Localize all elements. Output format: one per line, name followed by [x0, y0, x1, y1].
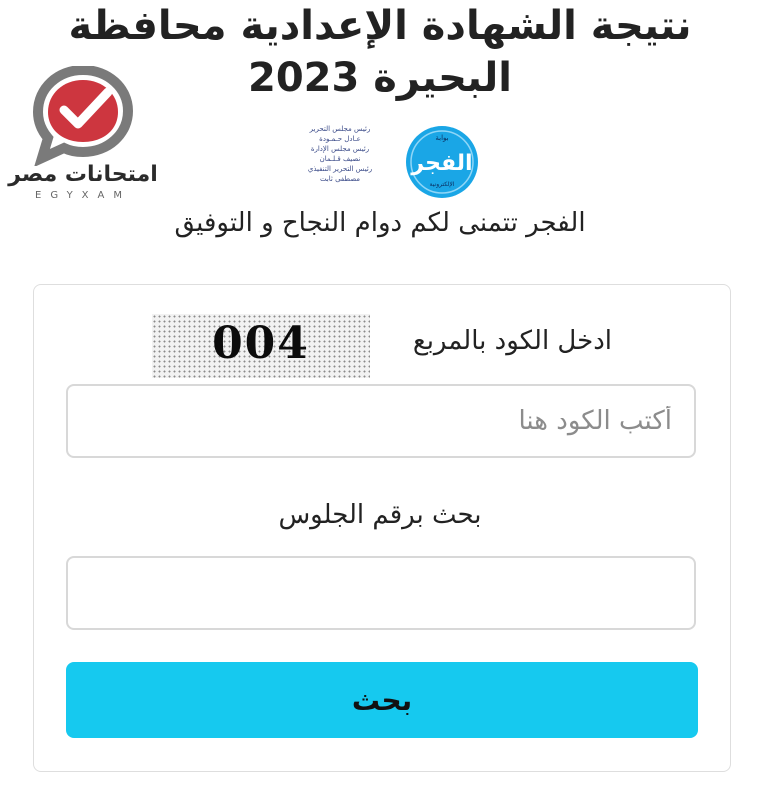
- alfagr-logo-icon: [404, 124, 480, 200]
- logo-main-text: الفجر: [411, 151, 473, 176]
- masthead-line: رئيس مجلس الإدارة: [310, 145, 370, 153]
- page-title-line1: نتيجة الشهادة الإعدادية محافظة: [68, 3, 692, 49]
- masthead-line: رئيس مجلس التحرير: [309, 125, 371, 133]
- masthead-line: نصيف قـلـمان: [319, 155, 361, 163]
- masthead-line: رئيس التحرير التنفيذي: [307, 165, 373, 173]
- tagline: الفجر تتمنى لكم دوام النجاح و التوفيق: [174, 208, 586, 238]
- search-button[interactable]: بحث: [66, 662, 698, 738]
- watermark-latin: EGYXAM: [35, 190, 131, 201]
- masthead-line: عـادل حـمـودة: [319, 135, 361, 143]
- captcha-row: [150, 314, 612, 378]
- masthead-credits: [298, 124, 382, 184]
- masthead-line: مصطفى ثابت: [319, 175, 361, 183]
- captcha-image: [152, 314, 370, 378]
- watermark-logo: [8, 66, 158, 206]
- seat-number-input[interactable]: [66, 556, 696, 630]
- check-bubble-icon: [8, 66, 158, 166]
- code-input[interactable]: [66, 384, 696, 458]
- logo-top-text: بوابة: [435, 134, 449, 142]
- logo-bottom-text: الإلكترونية: [429, 181, 455, 188]
- seat-number-label: بحث برقم الجلوس: [278, 500, 482, 530]
- watermark-name: امتحانات مصر: [8, 162, 158, 187]
- code-label: ادخل الكود بالمربع: [412, 326, 612, 356]
- page-title-line2: البحيرة 2023: [248, 55, 512, 101]
- captcha-code: 004: [212, 318, 310, 369]
- alfagr-logo: [404, 124, 480, 200]
